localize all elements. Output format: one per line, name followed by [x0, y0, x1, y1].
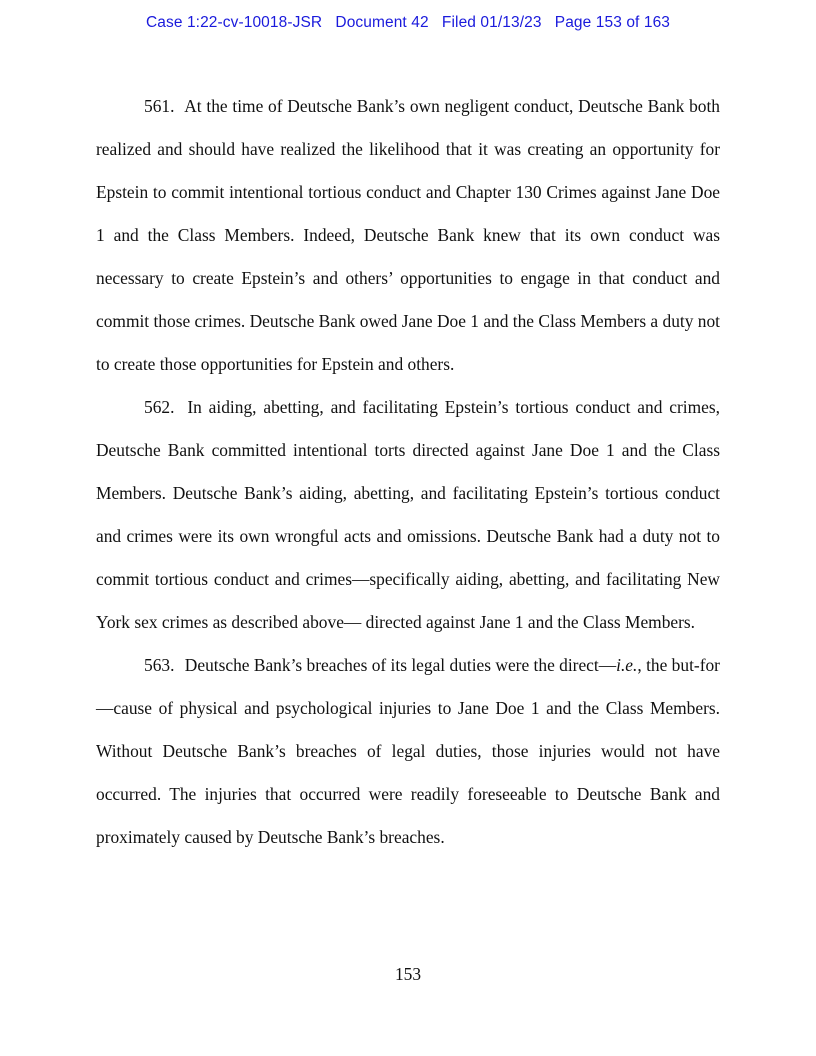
paragraph-text: In aiding, abetting, and facilitating Epstein’s tortious conduct and crimes, Deutsche Bank committed intentional torts directed against Jane Doe 1 and the Class Members. Deutsche Bank’s aiding, abetting, and facilitating Epstein’s tortious conduct and crimes were its own wrongful acts and omissions. Deutsche Bank had a duty not to commit tortious conduct and crimes—specifically aiding, abetting, and facilitating New York sex crimes as described above— directed against Jane 1 and the Class Members. — [96, 397, 720, 632]
paragraph-text-italic: i.e. — [616, 655, 638, 675]
document-body — [96, 85, 720, 859]
paragraph-number: 562. — [144, 397, 175, 417]
paragraph-text: At the time of Deutsche Bank’s own negligent conduct, Deutsche Bank both realized and should have realized the likelihood that it was creating an opportunity for Epstein to commit intentional tortious conduct and Chapter 130 Crimes against Jane Doe 1 and the Class Members. Indeed, Deutsche Bank knew that its own conduct was necessary to create Epstein’s and others’ opportunities to engage in that conduct and commit those crimes. Deutsche Bank owed Jane Doe 1 and the Class Members a duty not to create those opportunities for Epstein and others. — [96, 96, 720, 374]
paragraph-text-before: Deutsche Bank’s breaches of its legal duties were the direct— — [184, 655, 617, 675]
paragraph-number: 563. — [144, 655, 175, 675]
paragraph-561 — [96, 85, 720, 386]
paragraph-text-after: , the but-for—cause of physical and psychological injuries to Jane Doe 1 and the Class Members. Without Deutsche Bank’s breaches of legal duties, those injuries would not have occurred. The injuries that occurred were readily foreseeable to Deutsche Bank and proximately caused by Deutsche Bank’s breaches. — [96, 655, 720, 847]
paragraph-563 — [96, 644, 720, 859]
case-header: Case 1:22-cv-10018-JSR Document 42 Filed 01/13/23 Page 153 of 163 — [145, 14, 671, 31]
paragraph-562 — [96, 386, 720, 644]
paragraph-number: 561. — [144, 96, 175, 116]
page-number: 153 — [394, 964, 422, 984]
